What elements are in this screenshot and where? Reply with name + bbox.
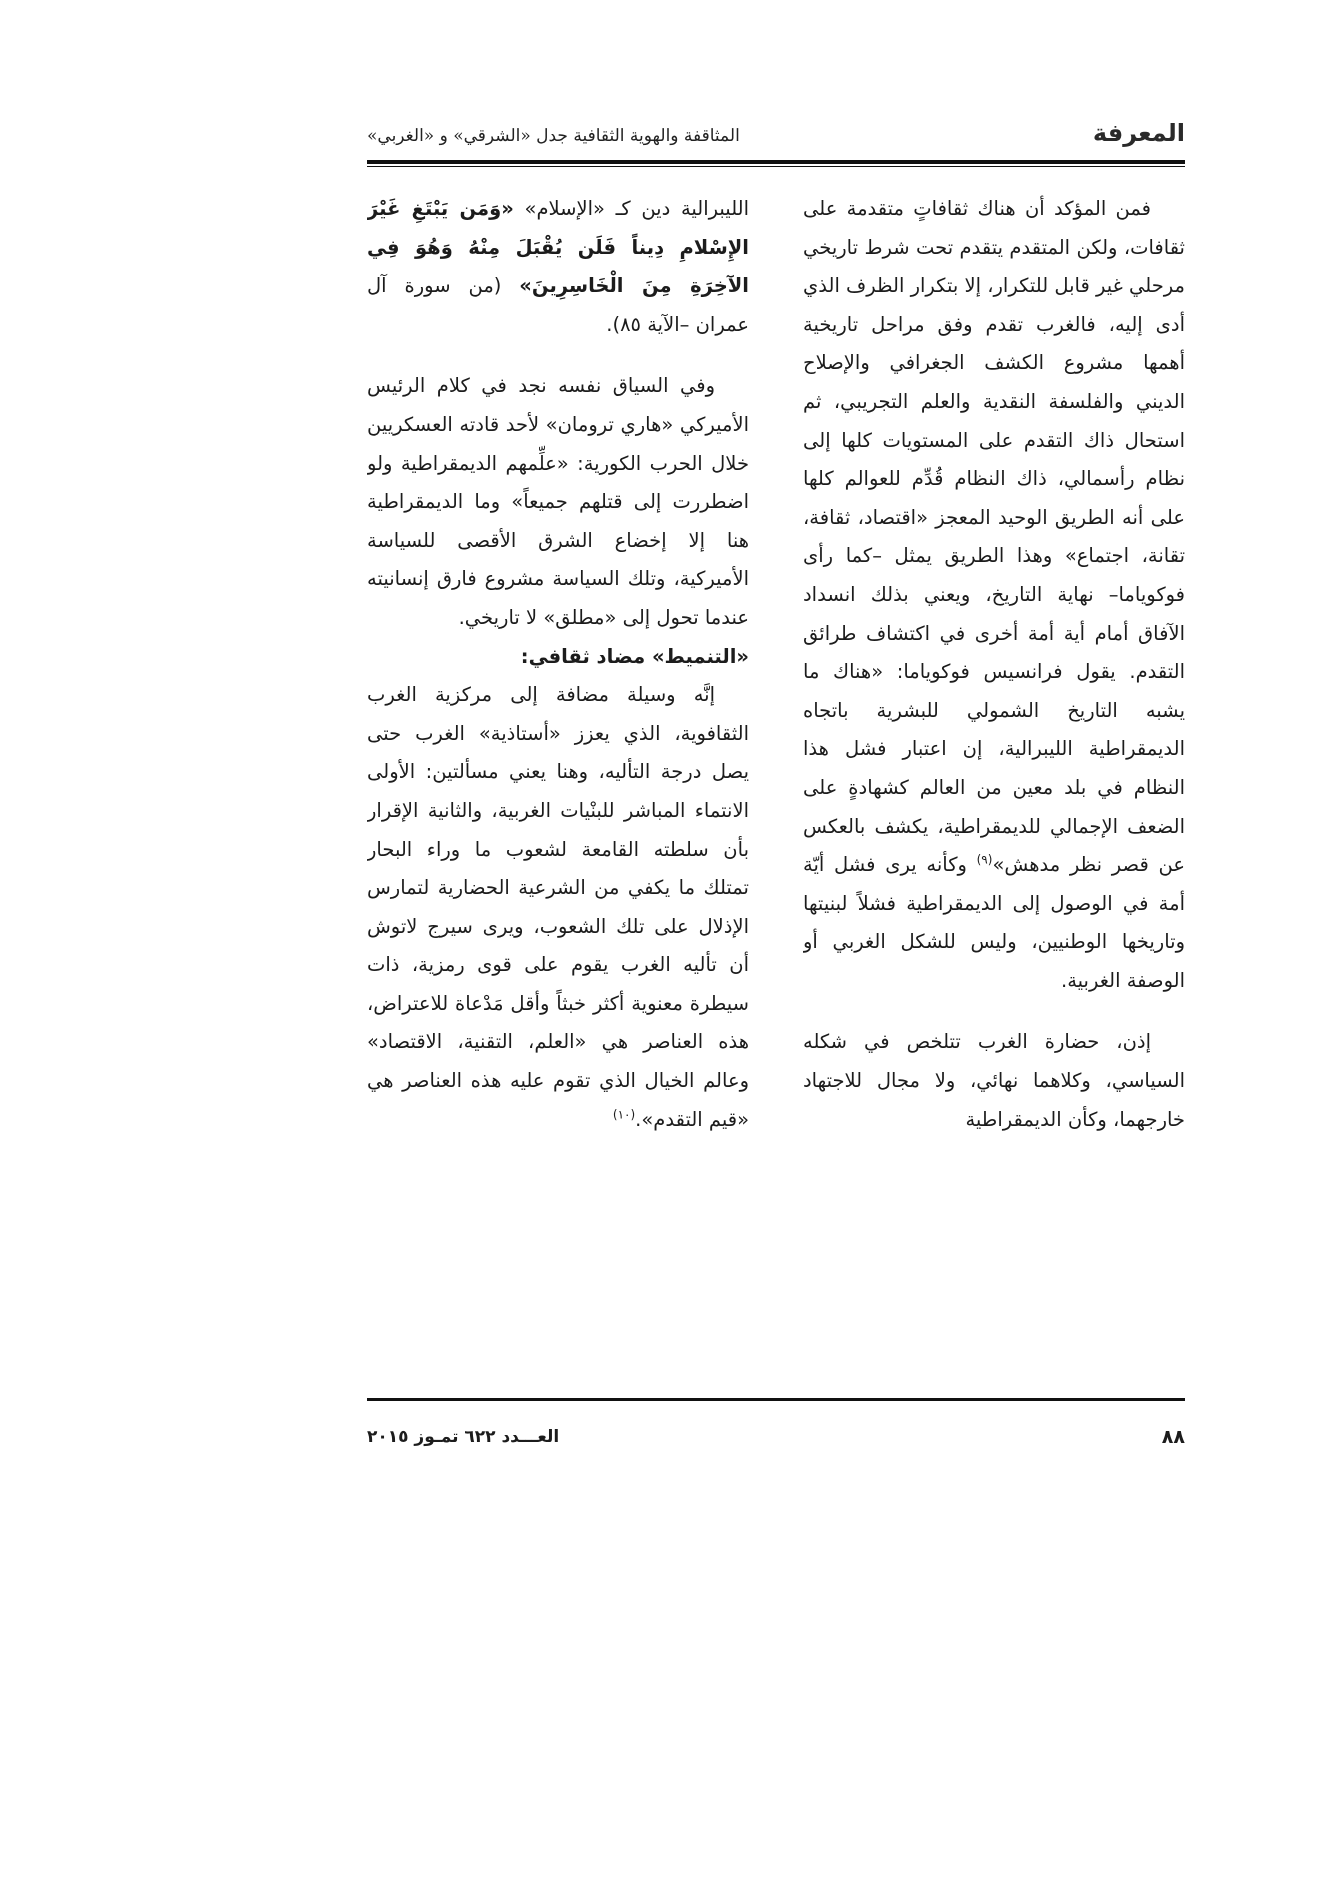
paragraph: وفي السياق نفسه نجد في كلام الرئيس الأميركي «هاري ترومان» لأحد قادته العسكريين خلال الحرب الكورية: «علِّمهم الديمقراطية ولو اضطررت إلى قتلهم جميعاً» وما الديمقراطية هنا إلا إخضاع الشرق الأقصى للسياسة الأميركية، وتلك السياسة مشروع فارق إنسانيته عندما تحول إلى «مطلق» لا تاريخي. [367,374,749,629]
paragraph-text: فمن المؤكد أن هناك ثقافاتٍ متقدمة على ثقافات، ولكن المتقدم يتقدم تحت شرط تاريخي مرحلي غير قابل للتكرار، إلا بتكرار الظرف الذي أدى إليه، فالغرب تقدم وفق مراحل تاريخية أهمها مشروع الكشف الجغرافي والإصلاح الديني والفلسفة النقدية والعلم التجريبي، ثم استحال ذاك التقدم على المستويات كلها إلى نظام رأسمالي، ذاك النظام قُدِّم للعوالم كلها على أنه الطريق الوحيد المعجز «اقتصاد، ثقافة، تقانة، اجتماع» وهذا الطريق يمثل –كما رأى فوكوياما– نهاية التاريخ، ويعني بذلك انسداد الآفاق أمام أية أمة أخرى في اكتشاف طرائق التقدم. يقول فرانسيس فوكوياما: «هناك ما يشبه التاريخ الشمولي للبشرية باتجاه الديمقراطية الليبرالية، إن اعتبار فشل هذا النظام في بلد معين من العالم كشهادةٍ على الضعف الإجمالي للديمقراطية، يكشف بالعكس عن قصر نظر مدهش» [803,197,1185,877]
paragraph [367,190,749,344]
paragraph-text: الليبرالية دين كـ «الإسلام» [513,197,749,220]
paragraph: إذن، حضارة الغرب تتلخص في شكله السياسي، وكلاهما نهائي، ولا مجال للاجتهاد خارجهما، وكأن الديمقراطية [803,1030,1185,1131]
paragraph [803,190,1185,1000]
left-column [367,190,749,1370]
paragraph-text: إنَّه وسيلة مضافة إلى مركزية الغرب الثقافوية، الذي يعزز «أستاذية» الغرب حتى يصل درجة التأليه، وهنا يعني مسألتين: الأولى الانتماء المباشر للبنْيات الغربية، والثانية الإقرار بأن سلطته القامعة لشعوب ما وراء البحار تمتلك ما يكفي من الشرعية الحضارية لتمارس الإذلال على تلك الشعوب، ويرى سيرج لاتوش أن تأليه الغرب يقوم على قوى رمزية، ذات سيطرة معنوية أكثر خبثاً وأقل مَدْعاة للاعتراض، هذه العناصر هي «العلم، التقنية، الاقتصاد» وعالم الخيال الذي تقوم عليه هذه العناصر هي «قيم التقدم». [367,683,749,1131]
footnote-ref: (١٠) [612,1107,636,1122]
right-column [803,190,1185,1370]
footnote-ref: (٩) [976,852,993,867]
magazine-logo: المعرفة [1092,119,1185,147]
header-rule [367,160,1185,164]
quran-quote: «وَمَن يَبْتَغِ غَيْرَ الإِسْلامِ دِيناً فَلَن يُقْبَلَ مِنْهُ وَهُوَ فِي الآخِرَةِ مِنَ الْخَاسِرِينَ» [367,197,749,298]
paragraph-text: (من سورة آل عمران –الآية ٨٥). [367,274,749,336]
section-heading: «التنميط» مضاد ثقافي: [520,644,749,668]
page-number: ٨٨ [1161,1426,1185,1448]
issue-info: العـــدد ٦٢٢ تمـوز ٢٠١٥ [367,1427,560,1447]
header-rule-thin [367,166,1185,167]
footer-rule [367,1398,1185,1401]
running-head: المثاقفة والهوية الثقافية جدل «الشرقي» و «الغربي» [367,126,740,146]
paragraph-text: وكأنه يرى فشل أيّة أمة في الوصول إلى الديمقراطية فشلاً لبنيتها وتاريخها الوطنيين، وليس للشكل الغربي أو الوصفة الغربية. [803,853,1185,992]
paragraph [367,676,749,1139]
